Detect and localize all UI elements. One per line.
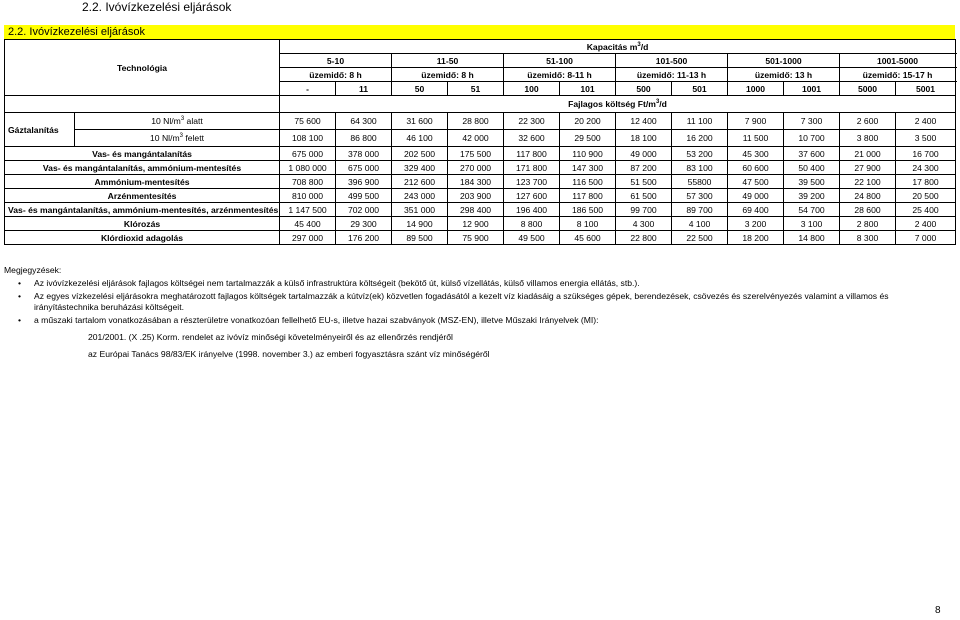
value-cell: 20 200: [560, 113, 616, 130]
value-cell: 14 800: [784, 231, 840, 245]
value-cell: 108 100: [280, 130, 336, 147]
value-cell: 243 000: [392, 189, 448, 203]
value-cell: 39 200: [784, 189, 840, 203]
value-cell: 7 000: [896, 231, 956, 245]
value-cell: 1 147 500: [280, 203, 336, 217]
value-cell: 14 900: [392, 217, 448, 231]
note-item: [4, 315, 954, 326]
value-cell: 123 700: [504, 175, 560, 189]
row-label: Vas- és mangántalanítás, ammónium-mentesítés: [5, 161, 280, 175]
value-cell: 24 800: [840, 189, 896, 203]
value-cell: 117 800: [560, 189, 616, 203]
value-cell: 3 200: [728, 217, 784, 231]
notes-heading: Megjegyzések:: [4, 265, 62, 275]
bound-cell: 11: [336, 82, 392, 96]
bullet-icon: •: [18, 315, 22, 325]
bound-cell: 5001: [896, 82, 956, 96]
value-cell: 702 000: [336, 203, 392, 217]
value-cell: 20 500: [896, 189, 956, 203]
page-number: 8: [935, 605, 941, 616]
value-cell: 16 200: [672, 130, 728, 147]
value-cell: 32 600: [504, 130, 560, 147]
value-cell: 55800: [672, 175, 728, 189]
blank-cell: [5, 96, 280, 113]
value-cell: 171 800: [504, 161, 560, 175]
value-cell: 7 300: [784, 113, 840, 130]
value-cell: 42 000: [448, 130, 504, 147]
value-cell: 49 000: [728, 189, 784, 203]
value-cell: 45 600: [560, 231, 616, 245]
value-cell: 60 600: [728, 161, 784, 175]
value-cell: 86 800: [336, 130, 392, 147]
bullet-icon: •: [18, 278, 22, 288]
range-header: 51-100: [504, 54, 616, 68]
value-cell: 1 080 000: [280, 161, 336, 175]
bound-cell: 5000: [840, 82, 896, 96]
value-cell: 22 100: [840, 175, 896, 189]
range-header: 11-50: [392, 54, 504, 68]
value-cell: 147 300: [560, 161, 616, 175]
value-cell: 202 500: [392, 147, 448, 161]
value-cell: 37 600: [784, 147, 840, 161]
value-cell: 99 700: [616, 203, 672, 217]
value-cell: 11 100: [672, 113, 728, 130]
table-row: [5, 203, 956, 217]
value-cell: 51 500: [616, 175, 672, 189]
value-cell: 50 400: [784, 161, 840, 175]
row-label: Klórozás: [5, 217, 280, 231]
bound-cell: -: [280, 82, 336, 96]
table-row: [5, 231, 956, 245]
value-cell: 49 500: [504, 231, 560, 245]
note-item: [4, 278, 954, 289]
note-subline: 201/2001. (X .25) Korm. rendelet az ivóvíz minőségi követelményeiről és az ellenőrzés rendjéről: [88, 332, 453, 342]
value-cell: 186 500: [560, 203, 616, 217]
value-cell: 49 000: [616, 147, 672, 161]
value-cell: 3 800: [840, 130, 896, 147]
bound-cell: 101: [560, 82, 616, 96]
value-cell: 2 400: [896, 217, 956, 231]
value-cell: 117 800: [504, 147, 560, 161]
value-cell: 22 300: [504, 113, 560, 130]
value-cell: 212 600: [392, 175, 448, 189]
value-cell: 127 600: [504, 189, 560, 203]
operating-time: üzemidő: 13 h: [728, 68, 840, 82]
note-subline: az Európai Tanács 98/83/EK irányelve (1998. november 3.) az emberi fogyasztásra szánt víz minőségéről: [88, 349, 490, 359]
value-cell: 61 500: [616, 189, 672, 203]
row-label: Arzénmentesítés: [5, 189, 280, 203]
value-cell: 203 900: [448, 189, 504, 203]
value-cell: 45 300: [728, 147, 784, 161]
note-text: Az ivóvízkezelési eljárások fajlagos költségei nem tartalmazzák a külső infrastruktúra költségeit (bekötő út, külső vízellátás, külső villamos energia ellátás, stb.).: [34, 278, 640, 288]
value-cell: 57 300: [672, 189, 728, 203]
value-cell: 24 300: [896, 161, 956, 175]
row-label: Vas- és mangántalanítás: [5, 147, 280, 161]
value-cell: 298 400: [448, 203, 504, 217]
value-cell: 28 800: [448, 113, 504, 130]
value-cell: 7 900: [728, 113, 784, 130]
bound-cell: 50: [392, 82, 448, 96]
cost-table: [4, 39, 956, 245]
value-cell: 83 100: [672, 161, 728, 175]
value-cell: 89 500: [392, 231, 448, 245]
value-cell: 10 700: [784, 130, 840, 147]
value-cell: 8 800: [504, 217, 560, 231]
table-row: [5, 189, 956, 203]
value-cell: 116 500: [560, 175, 616, 189]
value-cell: 708 800: [280, 175, 336, 189]
value-cell: 810 000: [280, 189, 336, 203]
bound-cell: 51: [448, 82, 504, 96]
value-cell: 21 000: [840, 147, 896, 161]
value-cell: 329 400: [392, 161, 448, 175]
value-cell: 31 600: [392, 113, 448, 130]
notes: [4, 265, 954, 360]
value-cell: 45 400: [280, 217, 336, 231]
value-cell: 3 500: [896, 130, 956, 147]
value-cell: 25 400: [896, 203, 956, 217]
table-row: [5, 161, 956, 175]
cost-header: Fajlagos költség $Ft/m^3/d$: [280, 96, 956, 113]
bound-cell: 1001: [784, 82, 840, 96]
value-cell: 22 800: [616, 231, 672, 245]
value-cell: 675 000: [336, 161, 392, 175]
value-cell: 29 300: [336, 217, 392, 231]
range-header: 101-500: [616, 54, 728, 68]
table-row: [5, 113, 956, 130]
value-cell: 69 400: [728, 203, 784, 217]
row-label: 10 $Nl/m^3$ alatt: [75, 113, 280, 130]
table-row: [5, 175, 956, 189]
note-text: a műszaki tartalom vonatkozásában a részterületre vonatkozóan fellelhető EU-s, illetve hazai szabványok (MSZ-EN), illetve Műszaki Irányelvek (MI):: [34, 315, 599, 325]
value-cell: 39 500: [784, 175, 840, 189]
capacity-header: Kapacitás $m^3/d$: [280, 40, 956, 54]
range-header: 501-1000: [728, 54, 840, 68]
operating-time: üzemidő: 8 h: [280, 68, 392, 82]
note-item: [4, 291, 954, 313]
row-label: Ammónium-mentesítés: [5, 175, 280, 189]
value-cell: 351 000: [392, 203, 448, 217]
value-cell: 4 100: [672, 217, 728, 231]
value-cell: 18 200: [728, 231, 784, 245]
bullet-icon: •: [18, 291, 22, 301]
value-cell: 110 900: [560, 147, 616, 161]
operating-time: üzemidő: 8 h: [392, 68, 504, 82]
operating-time: üzemidő: 11-13 h: [616, 68, 728, 82]
note-text: Az egyes vízkezelési eljárásokra meghatározott fajlagos költségek tartalmazzák a kútvíz(ek) közvetlen fogadásától a kezelt víz kiadásáig a szükséges gépek, berendezések, csövezés és szerelvényezés valamint a villamos és irányítástechnika beruházási költségeit.: [34, 291, 889, 312]
value-cell: 175 500: [448, 147, 504, 161]
value-cell: 396 900: [336, 175, 392, 189]
title-bar: 2.2. Ivóvízkezelési eljárások: [4, 25, 955, 39]
value-cell: 22 500: [672, 231, 728, 245]
operating-time: üzemidő: 8-11 h: [504, 68, 616, 82]
value-cell: 29 500: [560, 130, 616, 147]
bound-cell: 1000: [728, 82, 784, 96]
value-cell: 54 700: [784, 203, 840, 217]
value-cell: 4 300: [616, 217, 672, 231]
value-cell: 87 200: [616, 161, 672, 175]
value-cell: 2 400: [896, 113, 956, 130]
value-cell: 75 600: [280, 113, 336, 130]
value-cell: 28 600: [840, 203, 896, 217]
value-cell: 12 900: [448, 217, 504, 231]
value-cell: 675 000: [280, 147, 336, 161]
value-cell: 2 800: [840, 217, 896, 231]
row-label: Klórdioxid adagolás: [5, 231, 280, 245]
section-heading: 2.2. Ivóvízkezelési eljárások: [82, 0, 232, 14]
value-cell: 3 100: [784, 217, 840, 231]
row-label: Vas- és mangántalanítás, ammónium-mentesítés, arzénmentesítés: [5, 203, 280, 217]
value-cell: 64 300: [336, 113, 392, 130]
operating-time: üzemidő: 15-17 h: [840, 68, 956, 82]
row-label: 10 $Nl/m^3$ felett: [75, 130, 280, 147]
table-row: [5, 130, 956, 147]
value-cell: 499 500: [336, 189, 392, 203]
value-cell: 297 000: [280, 231, 336, 245]
value-cell: 196 400: [504, 203, 560, 217]
value-cell: 270 000: [448, 161, 504, 175]
value-cell: 75 900: [448, 231, 504, 245]
technology-header: Technológia: [5, 40, 280, 96]
range-header: 5-10: [280, 54, 392, 68]
value-cell: 47 500: [728, 175, 784, 189]
value-cell: 378 000: [336, 147, 392, 161]
value-cell: 11 500: [728, 130, 784, 147]
gas-group-label: Gáztalanítás: [5, 113, 75, 147]
value-cell: 8 300: [840, 231, 896, 245]
value-cell: 18 100: [616, 130, 672, 147]
value-cell: 27 900: [840, 161, 896, 175]
bound-cell: 501: [672, 82, 728, 96]
bound-cell: 100: [504, 82, 560, 96]
value-cell: 12 400: [616, 113, 672, 130]
value-cell: 16 700: [896, 147, 956, 161]
table-row: [5, 147, 956, 161]
range-header: 1001-5000: [840, 54, 956, 68]
table-row: [5, 217, 956, 231]
value-cell: 53 200: [672, 147, 728, 161]
value-cell: 176 200: [336, 231, 392, 245]
value-cell: 89 700: [672, 203, 728, 217]
value-cell: 2 600: [840, 113, 896, 130]
notes-list: [4, 278, 954, 360]
value-cell: 184 300: [448, 175, 504, 189]
value-cell: 46 100: [392, 130, 448, 147]
value-cell: 8 100: [560, 217, 616, 231]
value-cell: 17 800: [896, 175, 956, 189]
bound-cell: 500: [616, 82, 672, 96]
